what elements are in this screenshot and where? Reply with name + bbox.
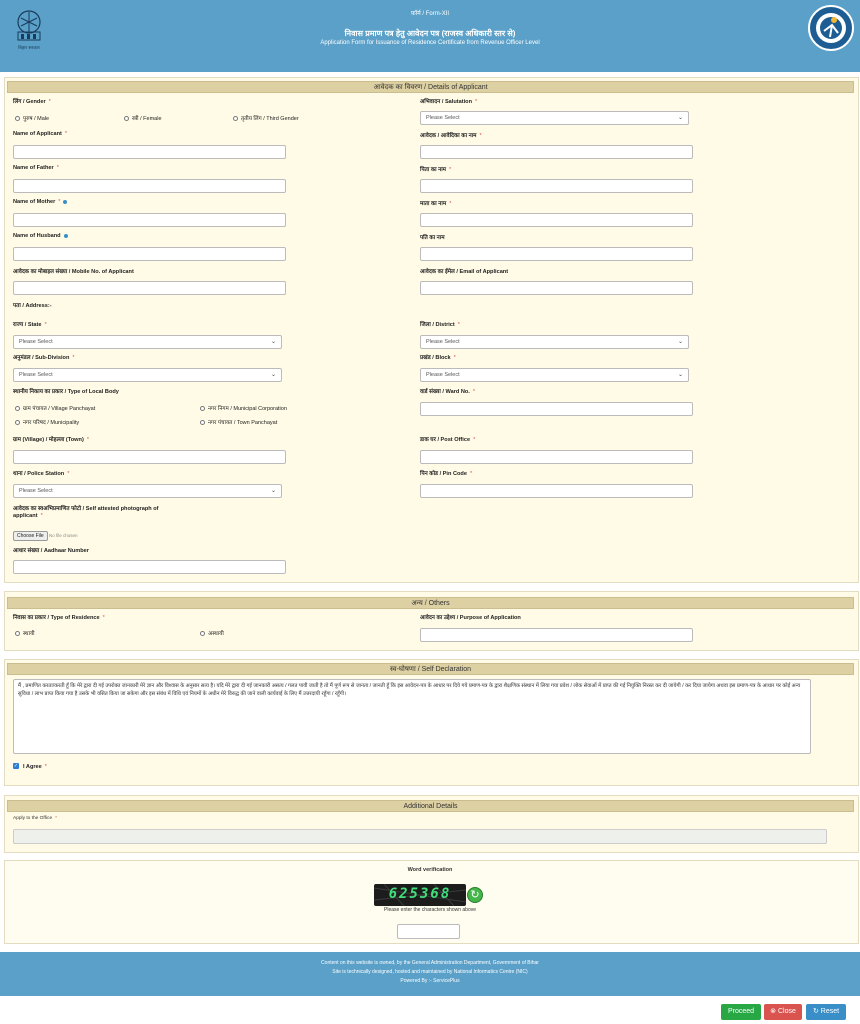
chevron-down-icon: ⌄ [677, 339, 683, 345]
agree-label-text: I Agree [23, 764, 42, 770]
photo-label-continued: applicant * [13, 513, 43, 519]
radio-circle-icon [15, 420, 20, 425]
mobile-input[interactable] [13, 281, 286, 295]
mother-name-label-text: Name of Mother [13, 199, 56, 205]
mother-name-hindi-label: माता का नाम * [420, 201, 452, 207]
local-body-municipality-radio[interactable] [15, 418, 79, 426]
captcha-image [374, 884, 466, 906]
post-office-label: डाक घर / Post Office * [420, 437, 476, 443]
pincode-label: पिन कोड / Pin Code * [420, 471, 473, 477]
title-hindi: निवास प्रमाण पत्र हेतु आवेदन पत्र (राजस्व अधिकारी स्तर से) [344, 29, 516, 38]
salutation-value: Please Select [426, 115, 460, 121]
aadhaar-input[interactable] [13, 560, 286, 574]
purpose-input[interactable] [420, 628, 693, 642]
residence-permanent-radio[interactable] [15, 629, 35, 637]
page-header [0, 0, 860, 72]
aadhaar-label: आधार संख्या / Aadhaar Number [13, 548, 89, 554]
radio-circle-icon [233, 116, 238, 121]
page-footer [0, 952, 860, 996]
radio-circle-icon [15, 631, 20, 636]
office-input[interactable] [13, 829, 827, 844]
ward-input[interactable] [420, 402, 693, 416]
residence-temporary-label: अस्थायी [208, 631, 224, 637]
mother-name-hindi-label-text: माता का नाम [420, 201, 447, 207]
info-icon[interactable] [63, 200, 67, 204]
father-name-hindi-label: पिता का नाम * [420, 167, 452, 173]
salutation-label: अभिवादन / Salutation * [420, 99, 478, 105]
applicant-section-title: आवेदक का विवरण / Details of Applicant [7, 81, 854, 93]
subdivision-label-text: अनुमंडल / Sub-Division [13, 355, 70, 361]
agree-checkbox[interactable]: ✓ [13, 763, 19, 769]
police-station-label: थाना / Police Station * [13, 471, 70, 477]
applicant-name-hindi-label-text: आवेदक / आवेदिका का नाम [420, 133, 477, 139]
father-name-hindi-input[interactable] [420, 179, 693, 193]
refresh-icon: ↻ [812, 1008, 819, 1015]
choose-file-button[interactable]: Choose File [13, 531, 48, 541]
post-office-label-text: डाक घर / Post Office [420, 437, 471, 443]
gender-third-label: तृतीय लिंग / Third Gender [241, 116, 299, 122]
district-label-text: जिला / District [420, 322, 455, 328]
husband-name-label [13, 233, 68, 239]
gender-female-radio[interactable] [124, 114, 162, 122]
emblem-caption: बिहार सरकार [18, 45, 40, 50]
radio-circle-icon [200, 420, 205, 425]
residence-temporary-radio[interactable] [200, 629, 224, 637]
father-name-hindi-label-text: पिता का नाम [420, 167, 447, 173]
radio-circle-icon [200, 406, 205, 411]
photo-label: आवेदक का स्वअभिप्रमाणित फोटो / Self attested photograph of [13, 506, 159, 512]
residence-permanent-label: स्थायी [23, 631, 35, 637]
block-label: प्रखंड / Block * [420, 355, 456, 361]
radio-circle-icon [15, 116, 20, 121]
father-name-label-text: Name of Father [13, 165, 54, 171]
others-section [4, 591, 859, 651]
subdivision-select[interactable] [13, 368, 282, 382]
local-body-label: स्थानीय निकाय का प्रकार / Type of Local Body [13, 389, 119, 395]
local-body-village-radio[interactable] [15, 404, 95, 412]
local-body-town-label: नगर पंचायत / Town Panchayat [208, 420, 278, 426]
chevron-down-icon: ⌄ [677, 115, 683, 121]
photo-label-continued-text: applicant [13, 513, 38, 519]
state-label-text: राज्य / State [13, 322, 42, 328]
captcha-title: Word verification [407, 867, 453, 873]
husband-name-hindi-label: पति का नाम [420, 235, 445, 241]
info-icon[interactable] [64, 234, 68, 238]
captcha-code: 625368 [388, 886, 452, 902]
local-body-corporation-radio[interactable] [200, 404, 287, 412]
police-station-value: Please Select [19, 488, 53, 494]
police-station-select[interactable] [13, 484, 282, 498]
father-name-label: Name of Father * [13, 165, 59, 171]
local-body-corporation-label: नगर निगम / Municipal Corporation [208, 406, 287, 412]
applicant-name-hindi-label: आवेदक / आवेदिका का नाम * [420, 133, 482, 139]
email-label: आवेदक का ईमेल / Email of Applicant [420, 269, 509, 275]
declaration-section-title: स्व-घोषणा / Self Declaration [7, 663, 854, 675]
block-select[interactable] [420, 368, 689, 382]
radio-circle-icon [200, 631, 205, 636]
captcha-input[interactable] [397, 924, 460, 939]
close-icon: ⊗ [770, 1008, 776, 1015]
post-office-input[interactable] [420, 450, 693, 464]
police-station-label-text: थाना / Police Station [13, 471, 65, 477]
gender-male-radio[interactable] [15, 114, 49, 122]
agree-label: I Agree * [23, 764, 47, 770]
radio-circle-icon [15, 406, 20, 411]
state-value: Please Select [19, 339, 53, 345]
village-label: ग्राम (Village) / मोहल्ला (Town) * [13, 437, 90, 443]
subdivision-value: Please Select [19, 372, 53, 378]
close-button[interactable] [764, 1004, 802, 1020]
additional-section [4, 795, 859, 853]
reset-button[interactable] [806, 1004, 846, 1020]
refresh-captcha-icon[interactable]: ↻ [467, 887, 483, 903]
residence-type-label: निवास का प्रकार / Type of Residence * [13, 615, 105, 621]
title-english: Application Form for Issuance of Residence Certificate from Revenue Officer Level [320, 40, 540, 46]
district-value: Please Select [426, 339, 460, 345]
reset-button-label: Reset [820, 1008, 840, 1015]
state-select[interactable] [13, 335, 282, 349]
district-label: जिला / District * [420, 322, 460, 328]
others-section-title: अन्य / Others [7, 597, 854, 609]
block-label-text: प्रखंड / Block [420, 355, 451, 361]
footer-line-2: Site is technically designed, hosted and maintained by National Informatics Centre (NIC) [332, 969, 528, 975]
applicant-name-label: Name of Applicant * [13, 131, 68, 137]
applicant-name-label-text: Name of Applicant [13, 131, 62, 137]
state-label: राज्य / State * [13, 322, 47, 328]
mother-name-label: Name of Mother * [13, 199, 67, 205]
gender-female-label: स्त्री / Female [132, 116, 162, 122]
ward-label-text: वार्ड संख्या / Ward No. [420, 389, 470, 395]
serviceplus-logo [808, 5, 854, 51]
footer-line-3: Powered By :- ServicePlus [400, 978, 460, 984]
footer-line-1: Content on this website is owned, by the General Administration Department, Government of Bihar [321, 960, 539, 966]
chevron-down-icon: ⌄ [270, 339, 276, 345]
chevron-down-icon: ⌄ [270, 372, 276, 378]
village-label-text: ग्राम (Village) / मोहल्ला (Town) [13, 437, 84, 443]
subdivision-label: अनुमंडल / Sub-Division * [13, 355, 75, 361]
form-number: फ़ॉर्म / Form-XII [410, 11, 450, 17]
residence-type-label-text: निवास का प्रकार / Type of Residence [13, 615, 100, 621]
chevron-down-icon: ⌄ [677, 372, 683, 378]
gender-male-label: पुरुष / Male [23, 116, 50, 122]
declaration-textarea[interactable]: मैं , प्रमाणित करता/करती हूँ कि मेरे द्वारा दी गई उपरोक्त जानकारी मेरे ज्ञान और विश्वास के अनुसार सत्य है। यदि मेरे द्वारा दी गई जानकारी असत्य / गलत पायी जाती है तो मैं पूर्ण रूप से जानता / जानती हूँ कि इस आवेदन-पत्र के आधार पर दिये गये प्रमाण-पत्र के द्वारा शैक्षणिक संस्थान में लिया गया प्रवेश / लोक सेवाओं में प्राप्त की गई नियुक्ति निरस्त कर दी जायेगी / कर दिया जायेगा अथवा इस प्रमाण-पत्र के आधार पर कोई अन्य सुविधा / लाभ प्राप्त किया गया है उसके भी वसित किया जा सकेगा और इस संबंध में विधि एवं नियमों के अधीन मेरे विरुद्ध की जाने वाली कार्यवाई के लिए मैं उत्तरदायी रहूँगा / रहूँगी। [13, 679, 811, 754]
mother-name-input[interactable] [13, 213, 286, 227]
husband-name-label-text: Name of Husband [13, 233, 61, 239]
additional-section-title: Additional Details [7, 800, 854, 812]
father-name-input[interactable] [13, 179, 286, 193]
no-file-text: No file chosen [49, 533, 78, 538]
gender-label: लिंग / Gender * [13, 99, 51, 105]
applicant-name-hindi-input[interactable] [420, 145, 693, 159]
mobile-label: आवेदक का मोबाइल संख्या / Mobile No. of Applicant [13, 269, 134, 275]
village-input[interactable] [13, 450, 286, 464]
chevron-down-icon: ⌄ [270, 488, 276, 494]
radio-circle-icon [124, 116, 129, 121]
address-label: पता / Address:- [13, 303, 52, 309]
district-select[interactable] [420, 335, 689, 349]
local-body-village-label: ग्राम पंचायत / Village Panchayat [23, 406, 96, 412]
local-body-town-radio[interactable] [200, 418, 277, 426]
husband-name-input[interactable] [13, 247, 286, 261]
gender-label-text: लिंग / Gender [13, 99, 46, 105]
salutation-select[interactable] [420, 111, 689, 125]
applicant-name-input[interactable] [13, 145, 286, 159]
gender-third-radio[interactable] [233, 114, 299, 122]
block-value: Please Select [426, 372, 460, 378]
close-button-label: Close [777, 1008, 796, 1015]
pincode-input[interactable] [420, 484, 693, 498]
proceed-button[interactable]: Proceed [721, 1004, 761, 1020]
office-label-text: Apply to the Office [13, 816, 53, 821]
email-input[interactable] [420, 281, 693, 295]
husband-name-hindi-input[interactable] [420, 247, 693, 261]
pincode-label-text: पिन कोड / Pin Code [420, 471, 467, 477]
ward-label: वार्ड संख्या / Ward No. * [420, 389, 476, 395]
purpose-label: आवेदन का उद्देश्य / Purpose of Application [420, 615, 521, 621]
salutation-label-text: अभिवादन / Salutation [420, 99, 472, 105]
mother-name-hindi-input[interactable] [420, 213, 693, 227]
office-label: Apply to the Office * [13, 816, 57, 821]
local-body-municipality-label: नगर परिषद / Municipality [23, 420, 80, 426]
captcha-hint: Please enter the characters shown above [384, 907, 476, 913]
